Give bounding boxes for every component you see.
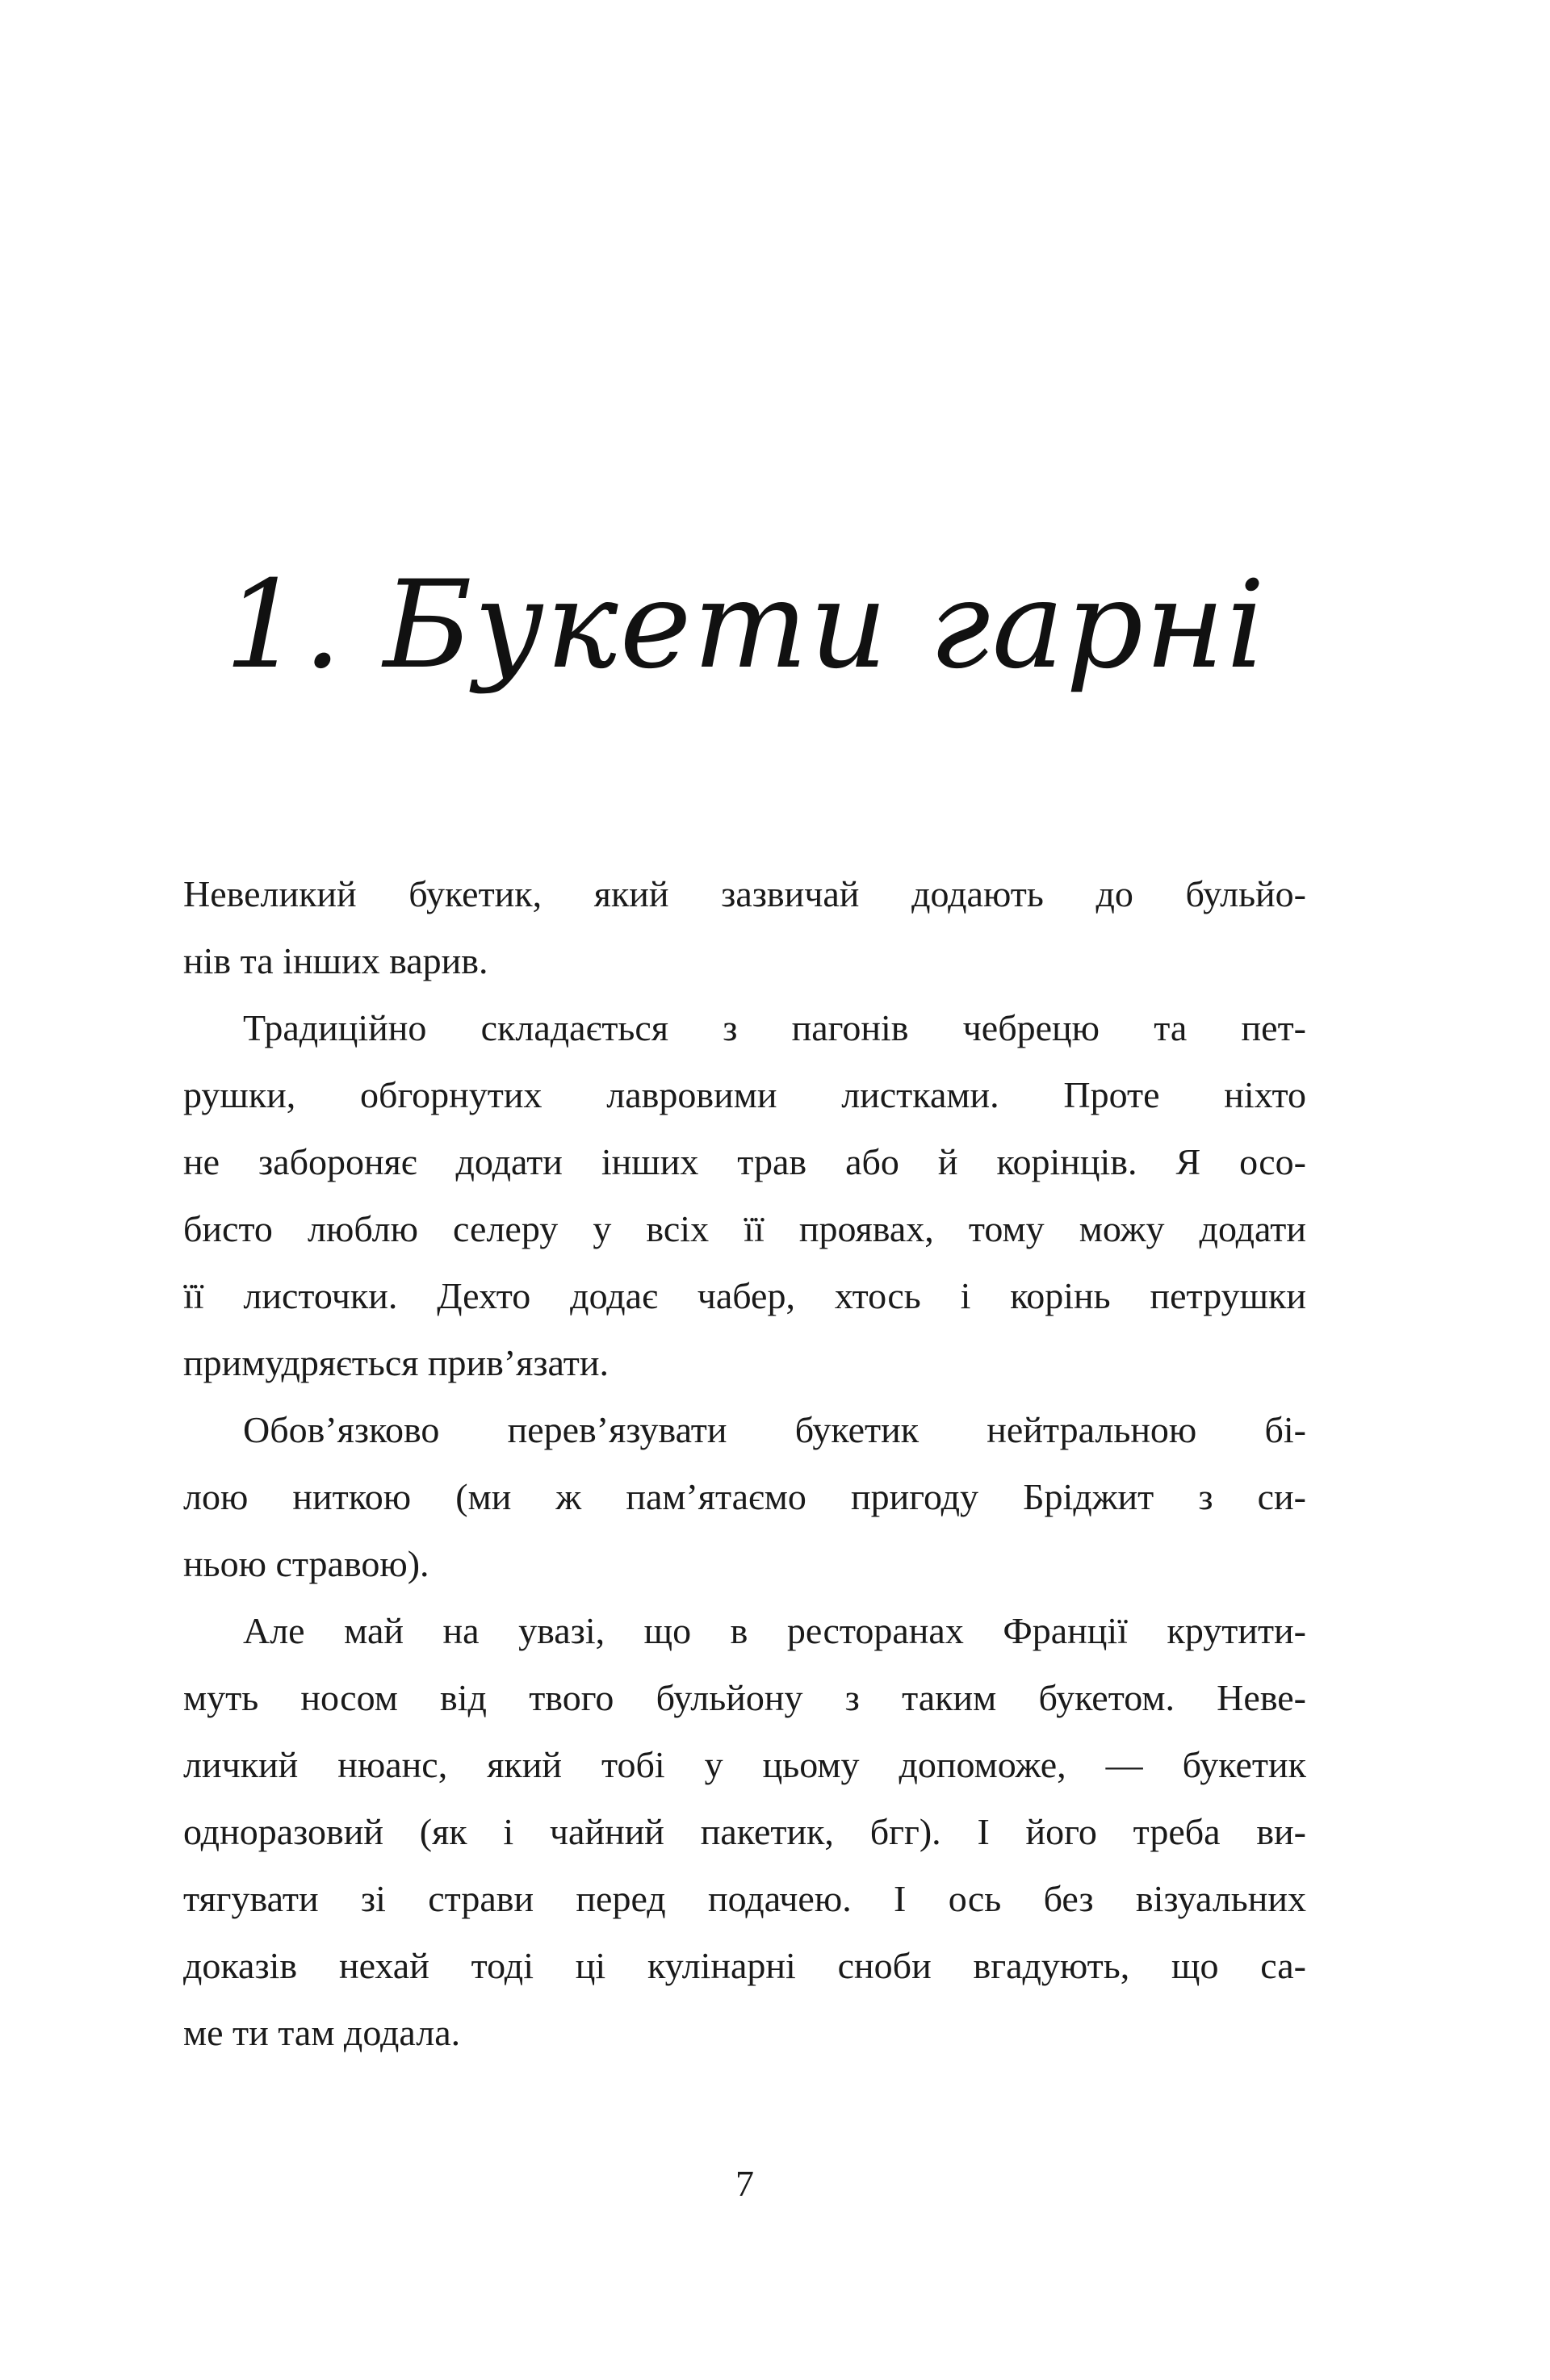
chapter-title: 1. Букети гарні [224, 555, 1267, 696]
paragraph-4-line: Але май на увазі, що в ресторанах Франції крутити- [243, 1610, 1306, 1651]
paragraph-1-line: нів та інших варив. [183, 940, 488, 981]
paragraph-2-line: не забороняє додати інших трав або й корінців. Я осо- [183, 1141, 1306, 1182]
page-number: 7 [735, 2163, 754, 2204]
paragraph-2-line: рушки, обгорнутих лавровими листками. Проте ніхто [183, 1074, 1306, 1115]
paragraph-4-line: ме ти там додала. [183, 2012, 461, 2053]
paragraph-4-line: тягувати зі страви перед подачею. І ось без візуальних [183, 1878, 1306, 1919]
paragraph-2-line: Традиційно складається з пагонів чебрецю та пет- [243, 1007, 1306, 1048]
paragraph-4-line: одноразовий (як і чайний пакетик, бгг). І його треба ви- [183, 1811, 1306, 1852]
paragraph-2-line: її листочки. Дехто додає чабер, хтось і корінь петрушки [183, 1275, 1306, 1316]
body-text [183, 860, 1306, 2066]
paragraph-4-line: доказів нехай тоді ці кулінарні сноби вгадують, що са- [183, 1945, 1306, 1986]
paragraph-3-line: ньою стравою). [183, 1543, 429, 1584]
paragraph-4-line: личкий нюанс, який тобі у цьому допоможе, — букетик [183, 1744, 1306, 1785]
paragraph-2-line: бисто люблю селеру у всіх її проявах, тому можу додати [183, 1208, 1306, 1249]
paragraph-4-line: муть носом від твого бульйону з таким букетом. Неве- [183, 1677, 1306, 1718]
paragraph-3-line: лою ниткою (ми ж пам’ятаємо пригоду Бріджит з си- [183, 1476, 1306, 1517]
paragraph-2-line: примудряється прив’язати. [183, 1342, 609, 1383]
paragraph-1-line: Невеликий букетик, який зазвичай додають до бульйо- [183, 873, 1306, 914]
paragraph-3-line: Обов’язково перев’язувати букетик нейтральною бі- [243, 1409, 1306, 1450]
